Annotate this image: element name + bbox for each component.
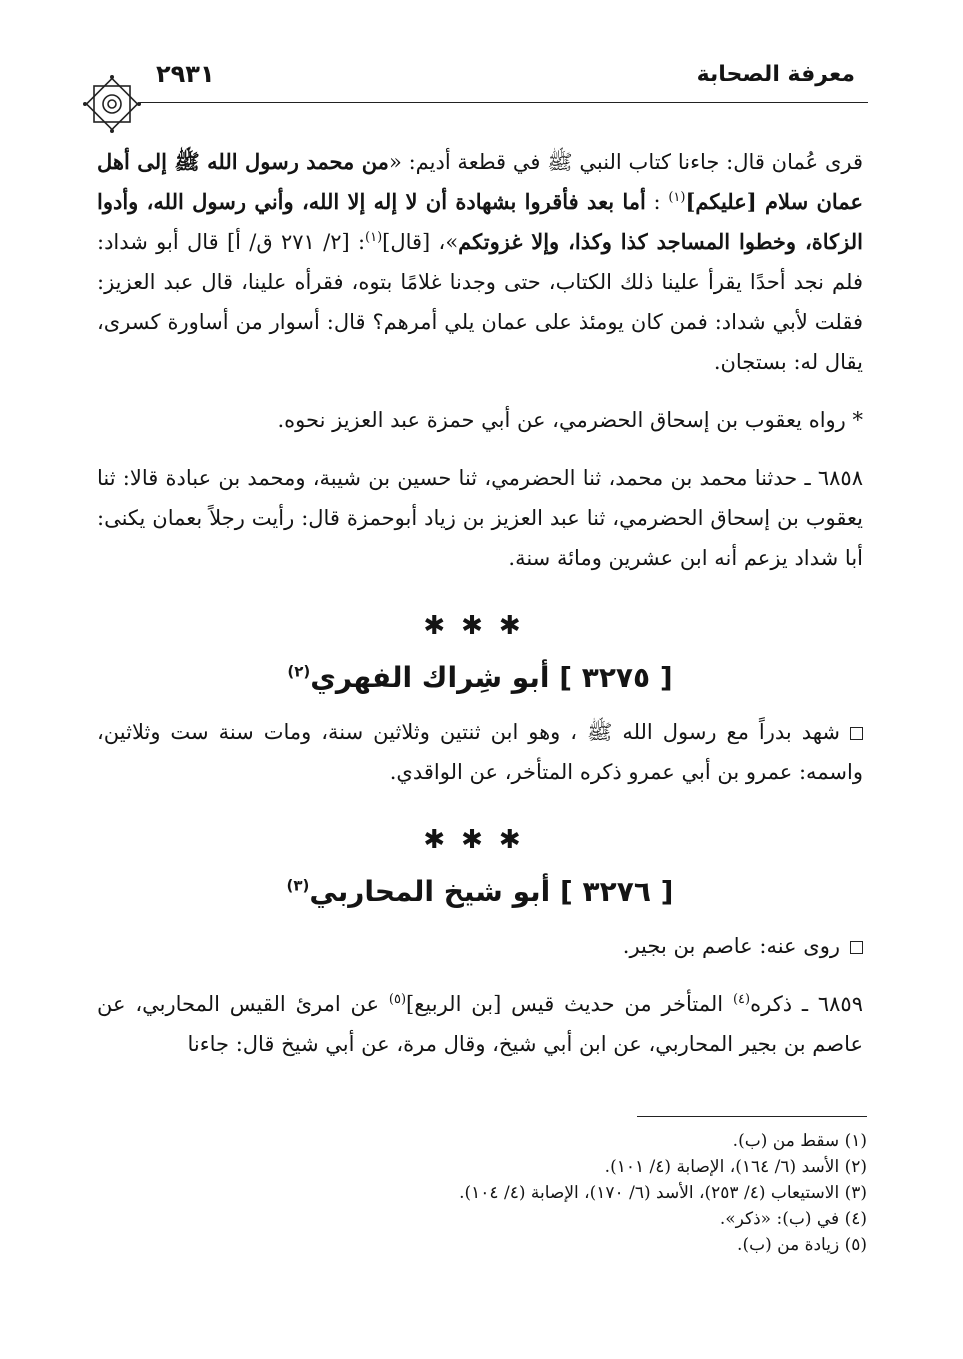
- text-span: : [٢/ ٢٧١ ق/ أ] قال أبو شداد: فلم نجد أحدًا يقرأ علينا ذلك الكتاب، حتى وجدنا غلامًا بتوه، فقرأه علينا، قال عبد العزيز: فقلت لأبي شداد: فمن كان يومئذ على عمان يلي أمرهم؟ قال: أسوار من أساورة كسرى، يقال له: بستجان.: [97, 230, 863, 374]
- bold-quote: أما بعد فأقروا بشهادة أن لا إله إلا الله، وأني رسول الله، وأدوا الزكاة، وخطوا المساجد كذا وكذا، وإلا غزوتكم: [97, 189, 863, 254]
- paragraph-3276: [97, 926, 863, 966]
- footnote-ref: (٢): [287, 662, 311, 681]
- separator-stars: ✱✱✱: [423, 825, 537, 855]
- paragraph-1: [97, 142, 863, 382]
- entry-number: [ ٣٢٧٥ ]: [559, 661, 673, 694]
- footnotes: [101, 1128, 867, 1258]
- paragraph-3275: [97, 712, 863, 792]
- paragraph-hadith-6858: ٦٨٥٨ ـ حدثنا محمد بن محمد، ثنا الحضرمي، ثنا حسين بن شيبة، ومحمد بن عبادة قالا: ثنا يعقوب بن إسحاق الحضرمي، ثنا عبد العزيز بن زياد أبوحمزة قال: رأيت رجلاً بعمان يكنى: أبا شداد يزعم أنه ابن عشرين ومائة سنة.: [97, 466, 863, 570]
- main-text: [97, 142, 863, 1064]
- text-span: :: [645, 190, 669, 214]
- footnote-1: (١) سقط من (ب).: [732, 1131, 867, 1151]
- footnote-5: (٥) زيادة من (ب).: [737, 1235, 867, 1255]
- text-span: ٦٨٥٩ ـ ذكره: [750, 992, 863, 1016]
- ornament-icon: [82, 74, 142, 134]
- footnote-ref: (١): [365, 230, 383, 245]
- page-number: ٢٩٣١: [156, 60, 215, 88]
- footnote-4: (٤) في (ب): «ذكر».: [719, 1209, 867, 1229]
- box-marker-icon: [850, 941, 863, 954]
- separator-stars: ✱✱✱: [423, 611, 537, 641]
- running-header-title: معرفة الصحابة: [696, 62, 855, 87]
- footnote-ref: (٣): [286, 876, 310, 895]
- bold-quote: من محمد رسول الله ﷺ إلى أهل عمان سلام [عليكم]: [97, 149, 863, 214]
- text-span: شهد بدراً مع رسول الله ﷺ ، وهو ابن ثنتين وثلاثين سنة، ومات سنة ست وثلاثين، واسمه: عمرو بن أبي عمرو ذكره المتأخر، عن الواقدي.: [97, 720, 863, 784]
- footnote-ref: (٤): [732, 992, 751, 1007]
- paragraph-hadith-6859: [97, 984, 863, 1064]
- entry-heading-3276: [97, 870, 863, 914]
- text-span: المتأخر من حديث قيس [بن الربيع]: [406, 992, 733, 1016]
- entry-name: أبو شِراك الفهري: [310, 661, 550, 694]
- text-span: روى عنه: عاصم بن بجير.: [622, 934, 840, 958]
- text-span: قرى عُمان قال: جاءنا كتاب النبي ﷺ في قطعة أديم: «: [388, 150, 864, 174]
- header-rule: [140, 102, 868, 103]
- footnote-ref: (١): [668, 190, 686, 205]
- footnote-ref: (٥): [388, 992, 407, 1007]
- text-span: عن امرئ القيس المحاربي، عن عاصم بن بجير المحاربي، عن ابن أبي شيخ، وقال مرة، عن أبي شيخ قال: جاءنا: [97, 992, 863, 1056]
- text-span: »، [قال]: [382, 230, 459, 254]
- entry-number: [ ٣٢٧٦ ]: [560, 875, 674, 908]
- box-marker-icon: [850, 727, 863, 740]
- footnote-3: (٣) الاستيعاب (٤/ ٢٥٣)، الأسد (٦/ ١٧٠)، الإصابة (٤/ ١٠٤).: [459, 1183, 867, 1203]
- footnote-rule: [637, 1116, 867, 1117]
- paragraph-2: * رواه يعقوب بن إسحاق الحضرمي، عن أبي حمزة عبد العزيز نحوه.: [277, 408, 863, 432]
- footnote-2: (٢) الأسد (٦/ ١٦٤)، الإصابة (٤/ ١٠١).: [604, 1157, 867, 1177]
- entry-name: أبو شيخ المحاربي: [309, 875, 551, 908]
- entry-heading-3275: [97, 656, 863, 700]
